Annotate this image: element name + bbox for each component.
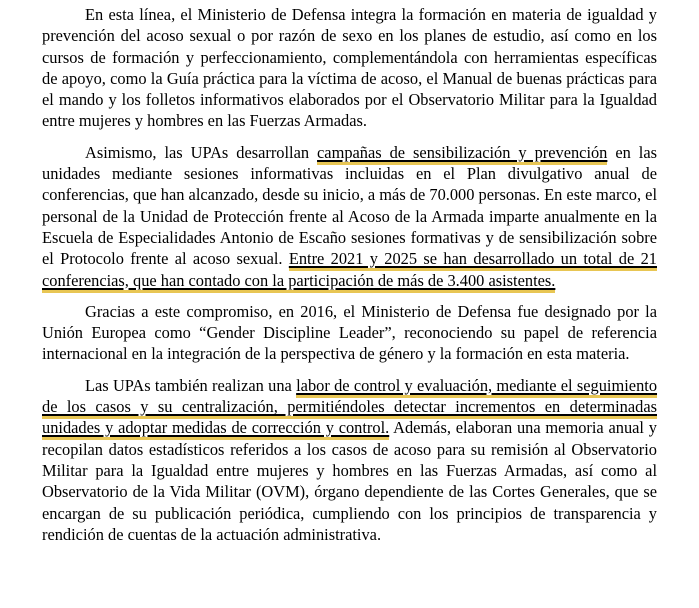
- document-body: [42, 4, 657, 545]
- text-run: en las unidades mediante sesiones informativas incluidas en el Plan divulgativo anual de conferencias, que han alcanzado, desde su inicio, a más de 70.000 personas. En este marco, el personal de la Unidad de Protección frente al Acoso de la Armada imparte anualmente en la Escuela de Especialidades Antonio de Escaño sesiones formativas y de sensibilización sobre el Protocolo frente al acoso sexual.: [42, 142, 657, 269]
- paragraph-3: [42, 301, 657, 365]
- highlighted-text-run: labor de control y evaluación, mediante el seguimiento de los casos y su centralización, permitiéndoles detectar incrementos en determinadas unidades y adoptar medidas de corrección y control.: [42, 376, 657, 441]
- text-run: Gracias a este compromiso, en 2016, el Ministerio de Defensa fue designado por la Unión Europea como “Gender Discipline Leader”, reconociendo su papel de referencia internacional en la integración de la perspectiva de género y la formación en esta materia.: [42, 301, 657, 364]
- paragraph-1: [42, 4, 657, 132]
- highlighted-text-run: campañas de sensibilización y prevención: [317, 143, 607, 165]
- paragraph-4: [42, 375, 657, 545]
- text-run: Asimismo, las UPAs desarrollan: [85, 142, 318, 162]
- text-run: En esta línea, el Ministerio de Defensa integra la formación en materia de igualdad y prevención del acoso sexual o por razón de sexo en los planes de estudio, así como en los cursos de formación y perfeccionamiento, complementándola con herramientas específicas de apoyo, como la Guía práctica para la víctima de acoso, el Manual de buenas prácticas para el mando y los folletos informativos elaborados por el Observatorio Militar para la Igualdad entre mujeres y hombres en las Fuerzas Armadas.: [42, 5, 657, 131]
- text-run: Las UPAs también realizan una: [85, 375, 297, 395]
- highlighted-text-run: Entre 2021 y 2025 se han desarrollado un total de 21 conferencias, que han contado con la participación de más de 3.400 asistentes.: [42, 249, 657, 292]
- text-run: Además, elaboran una memoria anual y recopilan datos estadísticos referidos a los casos de acoso para su remisión al Observatorio Militar para la Igualdad entre mujeres y hombres en las Fuerzas Armadas, así como al Observatorio de la Vida Militar (OVM), órgano dependiente de las Cortes Generales, que se encargan de su publicación periódica, cumpliendo con los principios de transparencia y rendición de cuentas de la actuación administrativa.: [42, 418, 657, 544]
- paragraph-2: [42, 142, 657, 291]
